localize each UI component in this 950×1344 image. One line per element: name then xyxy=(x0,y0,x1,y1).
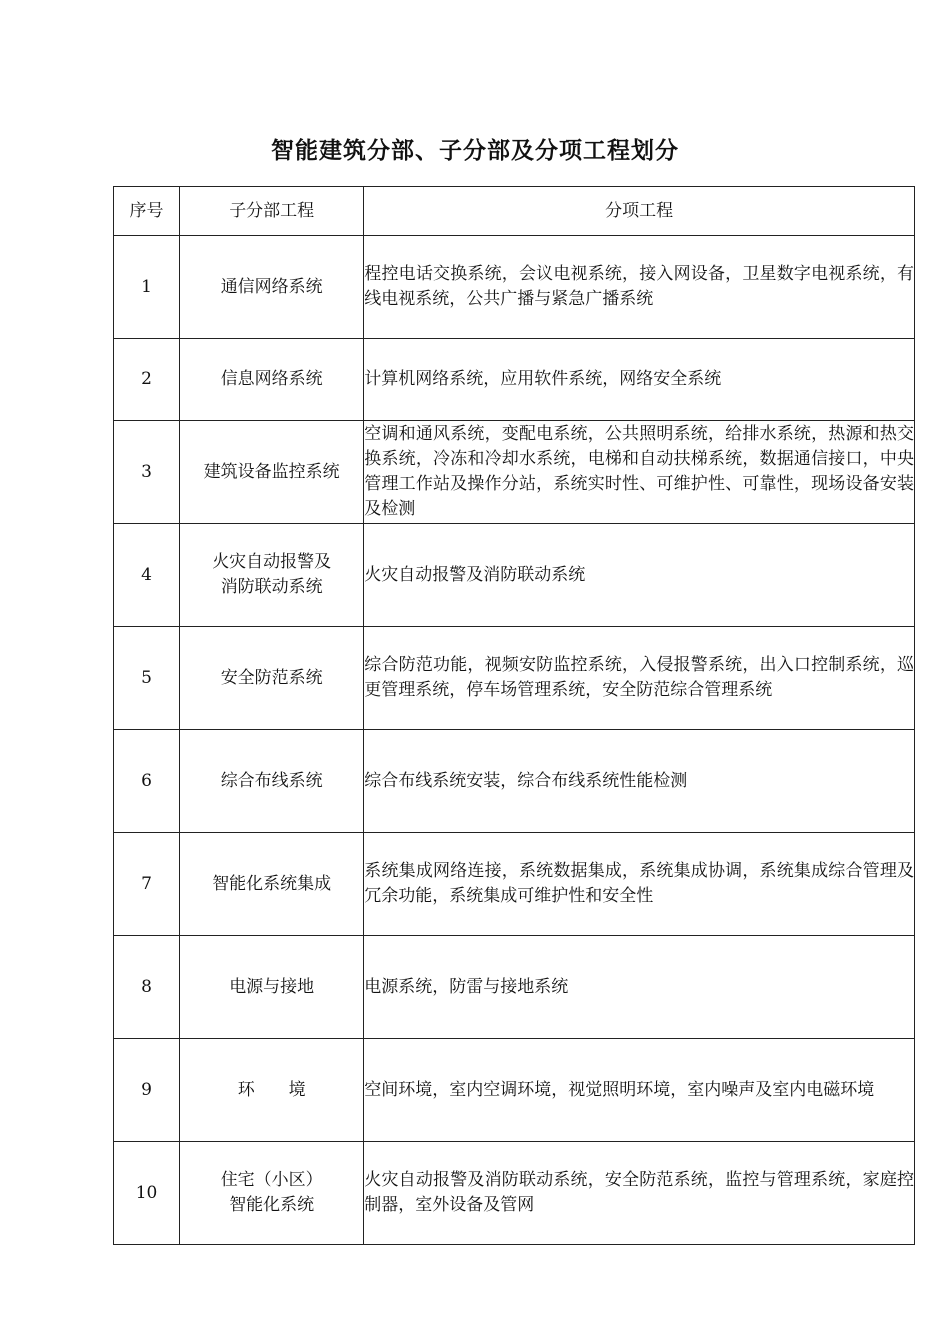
subdivision-name xyxy=(180,524,364,627)
work-items: 综合防范功能，视频安防监控系统，入侵报警系统，出入口控制系统，巡更管理系统，停车场管理系统，安全防范综合管理系统 xyxy=(364,627,915,730)
division-table xyxy=(113,186,915,1245)
work-items: 电源系统，防雷与接地系统 xyxy=(364,936,915,1039)
table-row xyxy=(114,627,915,730)
work-items: 火灾自动报警及消防联动系统，安全防范系统，监控与管理系统，家庭控制器，室外设备及管网 xyxy=(364,1142,915,1245)
subdivision-name xyxy=(180,730,364,833)
row-number: 9 xyxy=(114,1039,180,1142)
table-row xyxy=(114,421,915,524)
page-title: 智能建筑分部、子分部及分项工程划分 xyxy=(271,137,679,164)
work-items: 火灾自动报警及消防联动系统 xyxy=(364,524,915,627)
subdivision-name xyxy=(180,421,364,524)
work-items: 综合布线系统安装，综合布线系统性能检测 xyxy=(364,730,915,833)
table-row xyxy=(114,936,915,1039)
table-row xyxy=(114,833,915,936)
subdivision-line: 建筑设备监控系统 xyxy=(203,461,340,482)
subdivision-name xyxy=(180,833,364,936)
subdivision-name xyxy=(180,339,364,421)
table-row xyxy=(114,1142,915,1245)
subdivision-name xyxy=(180,936,364,1039)
subdivision-line: 电源与接地 xyxy=(229,976,315,997)
row-number: 5 xyxy=(114,627,180,730)
subdivision-line: 环 境 xyxy=(237,1079,306,1100)
row-number: 7 xyxy=(114,833,180,936)
subdivision-line: 智能化系统集成 xyxy=(212,873,332,894)
subdivision-name xyxy=(180,236,364,339)
subdivision-line: 住宅（小区） xyxy=(220,1170,323,1190)
header-items: 分项工程 xyxy=(364,187,915,236)
subdivision-name xyxy=(180,627,364,730)
row-number: 2 xyxy=(114,339,180,421)
row-number: 1 xyxy=(114,236,180,339)
work-items: 程控电话交换系统，会议电视系统，接入网设备，卫星数字电视系统，有线电视系统，公共广播与紧急广播系统 xyxy=(364,236,915,339)
row-number: 8 xyxy=(114,936,180,1039)
subdivision-name xyxy=(180,1039,364,1142)
subdivision-line: 信息网络系统 xyxy=(220,369,323,389)
table-row xyxy=(114,1039,915,1142)
work-items: 计算机网络系统，应用软件系统，网络安全系统 xyxy=(364,339,915,421)
table-row xyxy=(114,236,915,339)
row-number: 6 xyxy=(114,730,180,833)
work-items: 系统集成网络连接，系统数据集成，系统集成协调，系统集成综合管理及冗余功能，系统集成可维护性和安全性 xyxy=(364,833,915,936)
subdivision-line: 安全防范系统 xyxy=(220,667,323,688)
subdivision-line: 智能化系统 xyxy=(229,1195,315,1215)
work-items: 空调和通风系统，变配电系统，公共照明系统，给排水系统，热源和热交换系统，冷冻和冷却水系统，电梯和自动扶梯系统，数据通信接口，中央管理工作站及操作分站，系统实时性、可维护性、可靠性，现场设备安装及检测 xyxy=(364,421,915,524)
table-row xyxy=(114,339,915,421)
work-items: 空间环境，室内空调环境，视觉照明环境，室内噪声及室内电磁环境 xyxy=(364,1039,915,1142)
row-number: 3 xyxy=(114,421,180,524)
row-number: 10 xyxy=(114,1142,180,1245)
table-header-row xyxy=(114,187,915,236)
table-row xyxy=(114,730,915,833)
row-number: 4 xyxy=(114,524,180,627)
subdivision-line: 综合布线系统 xyxy=(220,770,323,791)
header-subdivision: 子分部工程 xyxy=(180,187,364,236)
table-row xyxy=(114,524,915,627)
subdivision-line: 火灾自动报警及 xyxy=(212,552,332,572)
subdivision-line: 通信网络系统 xyxy=(220,276,323,297)
subdivision-name xyxy=(180,1142,364,1245)
subdivision-line: 消防联动系统 xyxy=(220,577,323,597)
header-no: 序号 xyxy=(114,187,180,236)
